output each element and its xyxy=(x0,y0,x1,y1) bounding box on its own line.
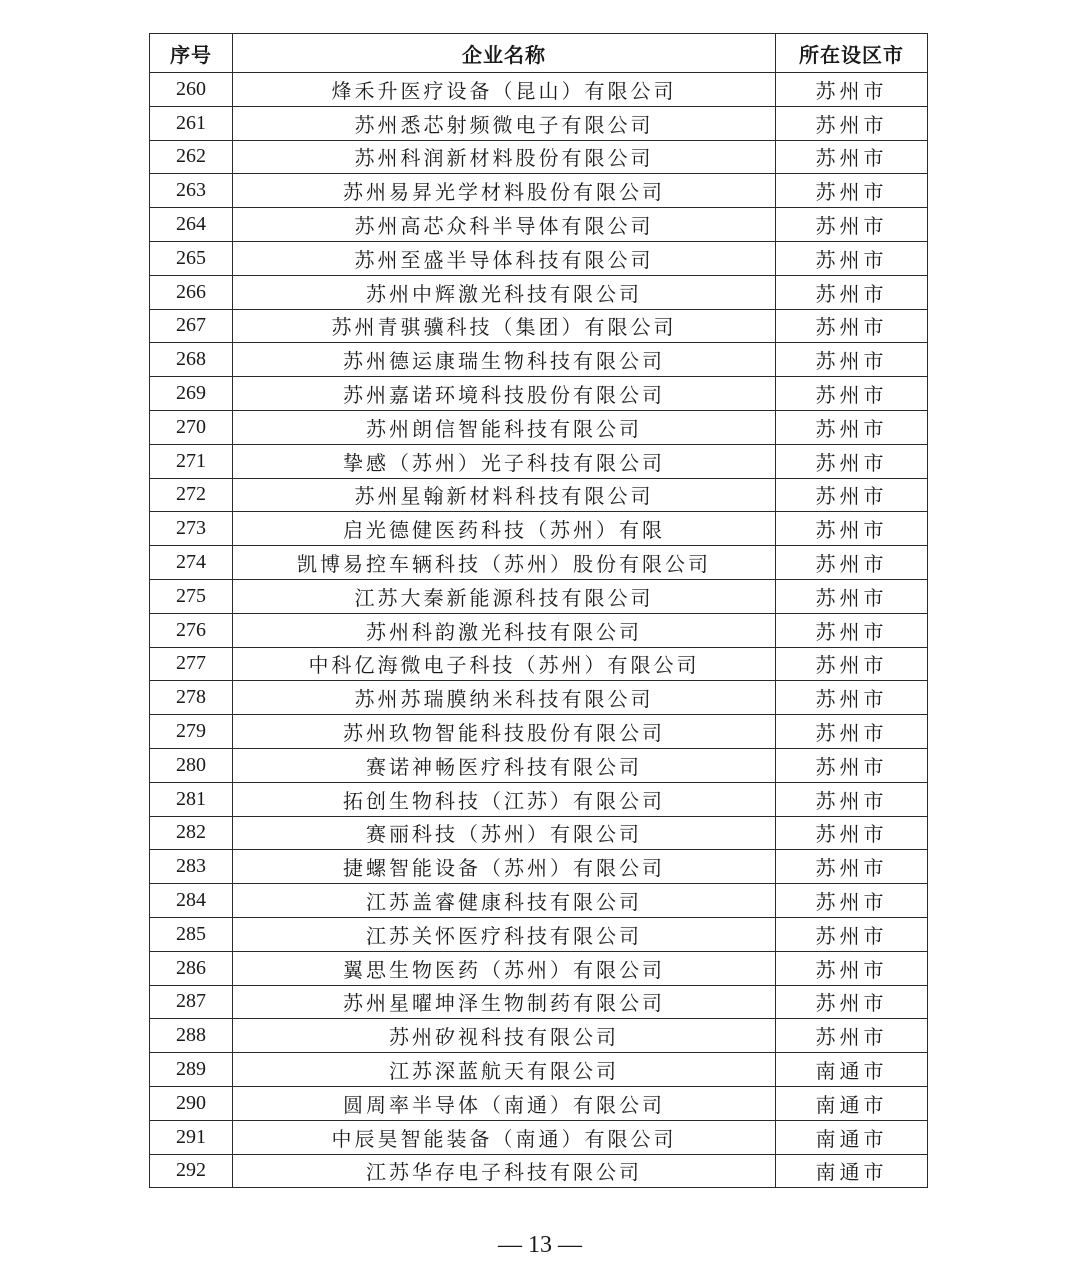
city-cell: 苏州市 xyxy=(776,343,928,377)
city-cell: 南通市 xyxy=(776,1120,928,1154)
company-name-cell: 苏州矽视科技有限公司 xyxy=(233,1019,776,1053)
row-number-cell: 291 xyxy=(150,1120,233,1154)
table-row xyxy=(150,850,928,884)
table-row xyxy=(150,884,928,918)
company-name-cell: 江苏关怀医疗科技有限公司 xyxy=(233,917,776,951)
city-cell: 苏州市 xyxy=(776,884,928,918)
header-company: 企业名称 xyxy=(233,34,776,73)
table-row xyxy=(150,579,928,613)
row-number-cell: 280 xyxy=(150,748,233,782)
row-number-cell: 263 xyxy=(150,174,233,208)
row-number-cell: 271 xyxy=(150,444,233,478)
company-name-cell: 苏州科润新材料股份有限公司 xyxy=(233,140,776,174)
table-row xyxy=(150,816,928,850)
table-row xyxy=(150,748,928,782)
company-name-cell: 赛诺神畅医疗科技有限公司 xyxy=(233,748,776,782)
row-number-cell: 266 xyxy=(150,275,233,309)
row-number-cell: 284 xyxy=(150,884,233,918)
table-row xyxy=(150,1154,928,1188)
city-cell: 苏州市 xyxy=(776,512,928,546)
row-number-cell: 264 xyxy=(150,208,233,242)
row-number-cell: 286 xyxy=(150,951,233,985)
table-row xyxy=(150,917,928,951)
row-number-cell: 262 xyxy=(150,140,233,174)
table-row xyxy=(150,174,928,208)
city-cell: 苏州市 xyxy=(776,681,928,715)
company-name-cell: 苏州中辉激光科技有限公司 xyxy=(233,275,776,309)
row-number-cell: 289 xyxy=(150,1053,233,1087)
company-name-cell: 苏州德运康瑞生物科技有限公司 xyxy=(233,343,776,377)
city-cell: 苏州市 xyxy=(776,850,928,884)
table-row xyxy=(150,444,928,478)
company-name-cell: 江苏深蓝航天有限公司 xyxy=(233,1053,776,1087)
city-cell: 苏州市 xyxy=(776,782,928,816)
row-number-cell: 281 xyxy=(150,782,233,816)
company-name-cell: 翼思生物医药（苏州）有限公司 xyxy=(233,951,776,985)
table-row xyxy=(150,73,928,107)
company-name-cell: 苏州高芯众科半导体有限公司 xyxy=(233,208,776,242)
row-number-cell: 270 xyxy=(150,410,233,444)
row-number-cell: 290 xyxy=(150,1086,233,1120)
row-number-cell: 272 xyxy=(150,478,233,512)
city-cell: 苏州市 xyxy=(776,275,928,309)
company-name-cell: 苏州科韵激光科技有限公司 xyxy=(233,613,776,647)
table-row xyxy=(150,309,928,343)
table-row xyxy=(150,546,928,580)
city-cell: 苏州市 xyxy=(776,208,928,242)
row-number-cell: 278 xyxy=(150,681,233,715)
row-number-cell: 283 xyxy=(150,850,233,884)
table-row xyxy=(150,715,928,749)
row-number-cell: 288 xyxy=(150,1019,233,1053)
row-number-cell: 277 xyxy=(150,647,233,681)
city-cell: 苏州市 xyxy=(776,1019,928,1053)
city-cell: 苏州市 xyxy=(776,647,928,681)
company-name-cell: 苏州苏瑞膜纳米科技有限公司 xyxy=(233,681,776,715)
city-cell: 苏州市 xyxy=(776,478,928,512)
row-number-cell: 273 xyxy=(150,512,233,546)
company-name-cell: 苏州青骐骥科技（集团）有限公司 xyxy=(233,309,776,343)
city-cell: 南通市 xyxy=(776,1154,928,1188)
table-row xyxy=(150,681,928,715)
city-cell: 苏州市 xyxy=(776,613,928,647)
table-row xyxy=(150,782,928,816)
company-name-cell: 中辰昊智能装备（南通）有限公司 xyxy=(233,1120,776,1154)
row-number-cell: 265 xyxy=(150,241,233,275)
table-row xyxy=(150,512,928,546)
table-row xyxy=(150,1053,928,1087)
company-name-cell: 赛丽科技（苏州）有限公司 xyxy=(233,816,776,850)
table-row xyxy=(150,1086,928,1120)
city-cell: 苏州市 xyxy=(776,917,928,951)
table-row xyxy=(150,140,928,174)
row-number-cell: 260 xyxy=(150,73,233,107)
company-name-cell: 中科亿海微电子科技（苏州）有限公司 xyxy=(233,647,776,681)
table-row xyxy=(150,410,928,444)
city-cell: 南通市 xyxy=(776,1053,928,1087)
company-name-cell: 挚感（苏州）光子科技有限公司 xyxy=(233,444,776,478)
company-name-cell: 苏州易昇光学材料股份有限公司 xyxy=(233,174,776,208)
row-number-cell: 292 xyxy=(150,1154,233,1188)
row-number-cell: 279 xyxy=(150,715,233,749)
table-row xyxy=(150,1019,928,1053)
row-number-cell: 275 xyxy=(150,579,233,613)
header-number: 序号 xyxy=(150,34,233,73)
table-row xyxy=(150,647,928,681)
city-cell: 苏州市 xyxy=(776,951,928,985)
city-cell: 苏州市 xyxy=(776,377,928,411)
row-number-cell: 287 xyxy=(150,985,233,1019)
city-cell: 苏州市 xyxy=(776,309,928,343)
company-name-cell: 凯博易控车辆科技（苏州）股份有限公司 xyxy=(233,546,776,580)
row-number-cell: 261 xyxy=(150,106,233,140)
company-name-cell: 苏州星翰新材料科技有限公司 xyxy=(233,478,776,512)
company-name-cell: 苏州星曜坤泽生物制药有限公司 xyxy=(233,985,776,1019)
company-table xyxy=(149,33,928,1188)
row-number-cell: 282 xyxy=(150,816,233,850)
company-name-cell: 启光德健医药科技（苏州）有限 xyxy=(233,512,776,546)
company-name-cell: 苏州朗信智能科技有限公司 xyxy=(233,410,776,444)
city-cell: 苏州市 xyxy=(776,174,928,208)
table-row xyxy=(150,106,928,140)
table-row xyxy=(150,951,928,985)
table-body xyxy=(150,73,928,1188)
city-cell: 苏州市 xyxy=(776,444,928,478)
city-cell: 苏州市 xyxy=(776,816,928,850)
table-row xyxy=(150,985,928,1019)
city-cell: 苏州市 xyxy=(776,241,928,275)
city-cell: 苏州市 xyxy=(776,140,928,174)
company-name-cell: 江苏盖睿健康科技有限公司 xyxy=(233,884,776,918)
city-cell: 苏州市 xyxy=(776,546,928,580)
company-name-cell: 烽禾升医疗设备（昆山）有限公司 xyxy=(233,73,776,107)
city-cell: 苏州市 xyxy=(776,748,928,782)
company-name-cell: 苏州悉芯射频微电子有限公司 xyxy=(233,106,776,140)
company-name-cell: 圆周率半导体（南通）有限公司 xyxy=(233,1086,776,1120)
city-cell: 苏州市 xyxy=(776,410,928,444)
table-row xyxy=(150,1120,928,1154)
city-cell: 苏州市 xyxy=(776,579,928,613)
row-number-cell: 269 xyxy=(150,377,233,411)
header-city: 所在设区市 xyxy=(776,34,928,73)
row-number-cell: 276 xyxy=(150,613,233,647)
company-name-cell: 江苏华存电子科技有限公司 xyxy=(233,1154,776,1188)
company-name-cell: 江苏大秦新能源科技有限公司 xyxy=(233,579,776,613)
table-row xyxy=(150,613,928,647)
table-row xyxy=(150,343,928,377)
row-number-cell: 274 xyxy=(150,546,233,580)
table-row xyxy=(150,275,928,309)
table-row xyxy=(150,208,928,242)
table-row xyxy=(150,377,928,411)
company-name-cell: 捷螺智能设备（苏州）有限公司 xyxy=(233,850,776,884)
city-cell: 苏州市 xyxy=(776,106,928,140)
table-row xyxy=(150,478,928,512)
row-number-cell: 268 xyxy=(150,343,233,377)
city-cell: 苏州市 xyxy=(776,73,928,107)
page-number: — 13 — xyxy=(498,1232,582,1258)
company-name-cell: 苏州玖物智能科技股份有限公司 xyxy=(233,715,776,749)
company-name-cell: 拓创生物科技（江苏）有限公司 xyxy=(233,782,776,816)
company-name-cell: 苏州至盛半导体科技有限公司 xyxy=(233,241,776,275)
city-cell: 苏州市 xyxy=(776,715,928,749)
city-cell: 南通市 xyxy=(776,1086,928,1120)
row-number-cell: 267 xyxy=(150,309,233,343)
city-cell: 苏州市 xyxy=(776,985,928,1019)
table-header-row xyxy=(150,34,928,73)
row-number-cell: 285 xyxy=(150,917,233,951)
company-name-cell: 苏州嘉诺环境科技股份有限公司 xyxy=(233,377,776,411)
table-row xyxy=(150,241,928,275)
